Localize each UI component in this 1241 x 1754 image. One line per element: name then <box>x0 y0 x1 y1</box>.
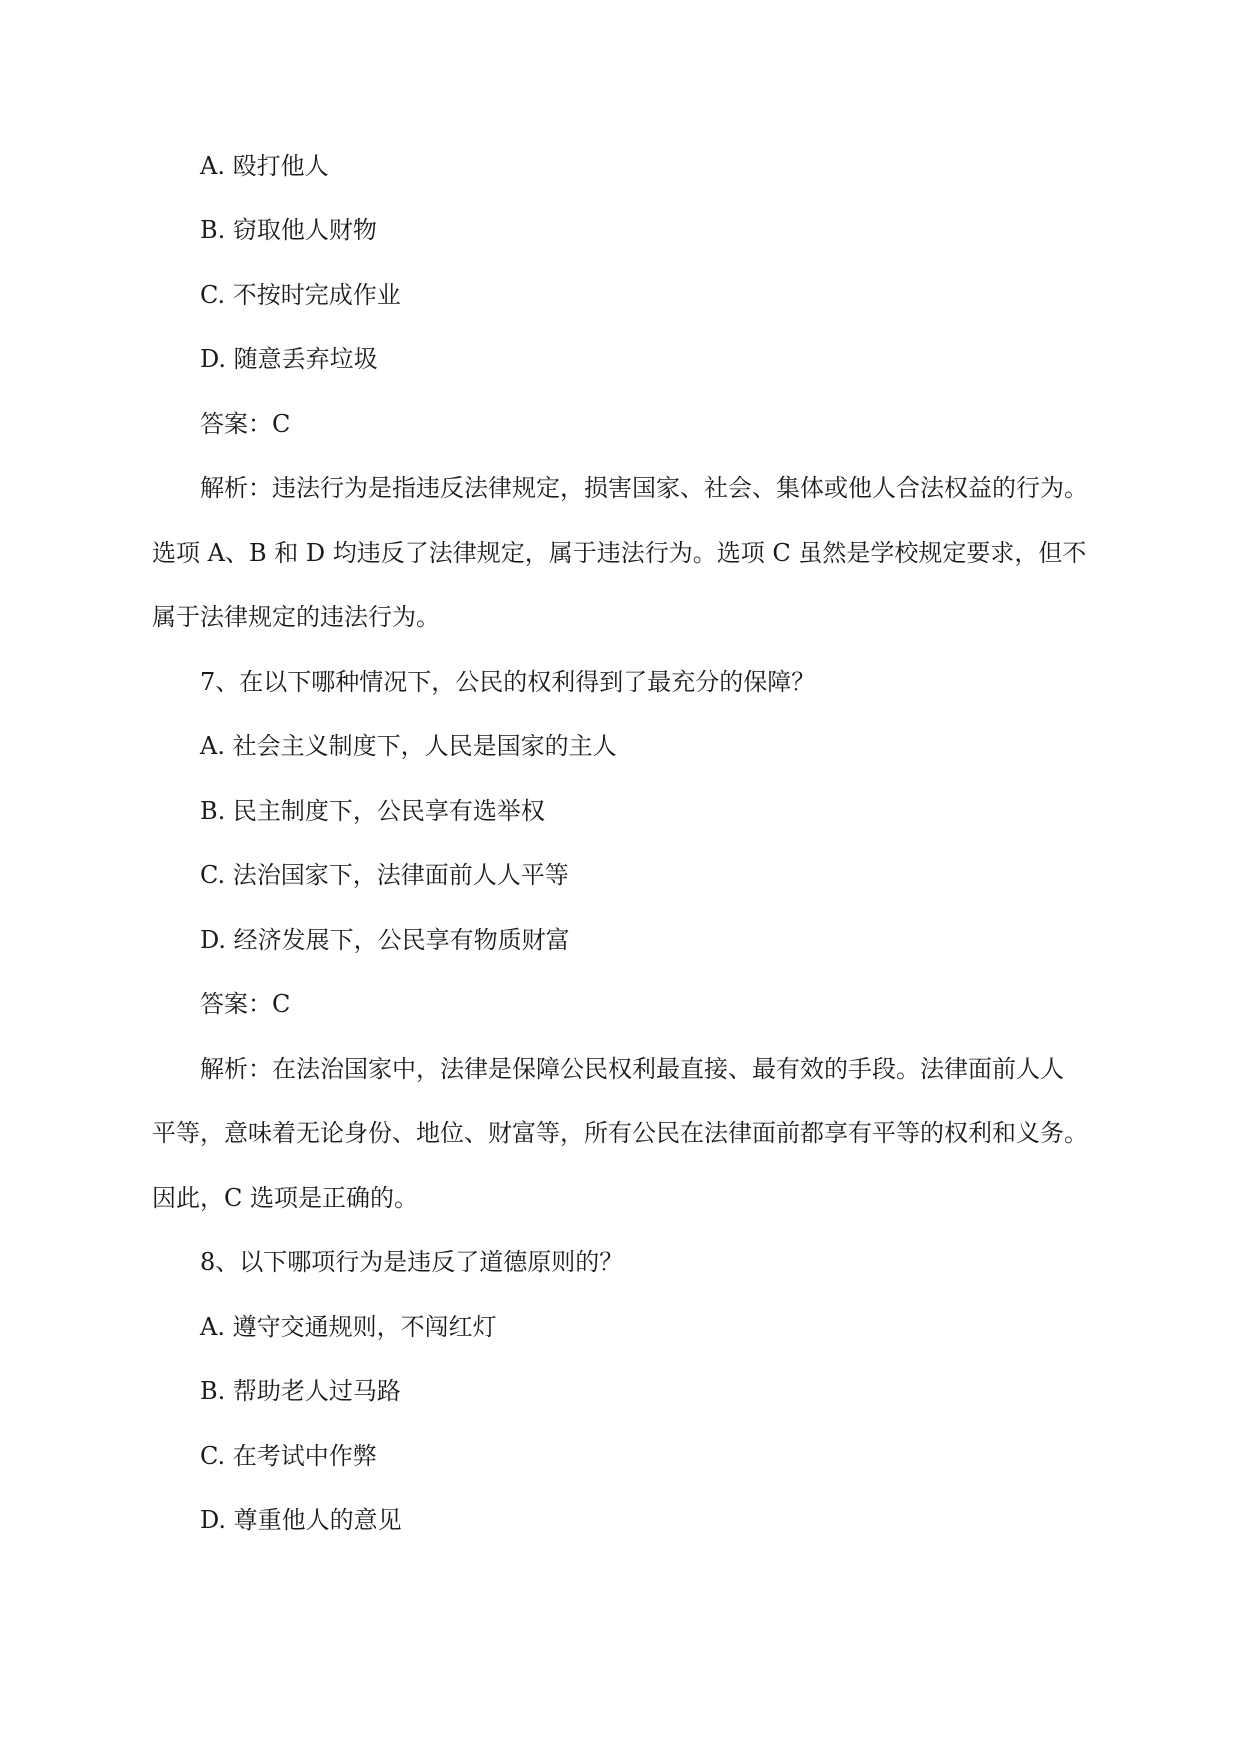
analysis-line: 因此，C 选项是正确的。 <box>152 1184 418 1212</box>
option-a: A. 社会主义制度下，人民是国家的主人 <box>200 732 617 760</box>
analysis-line: 选项 A、B 和 D 均违反了法律规定，属于违法行为。选项 C 虽然是学校规定要求，但不 <box>152 539 1087 567</box>
analysis-line: 属于法律规定的违法行为。 <box>152 603 440 631</box>
analysis-line: 平等，意味着无论身份、地位、财富等，所有公民在法律面前都享有平等的权利和义务。 <box>152 1119 1088 1147</box>
analysis-line: 解析：在法治国家中，法律是保障公民权利最直接、最有效的手段。法律面前人人 <box>200 1055 1064 1083</box>
option-a: A. 遵守交通规则，不闯红灯 <box>200 1313 497 1341</box>
option-a: A. 殴打他人 <box>200 152 329 180</box>
option-b: B. 帮助老人过马路 <box>200 1377 401 1405</box>
option-b: B. 民主制度下，公民享有选举权 <box>200 797 545 825</box>
option-c: C. 不按时完成作业 <box>200 281 401 309</box>
option-b: B. 窃取他人财物 <box>200 216 377 244</box>
question-7: 7、在以下哪种情况下，公民的权利得到了最充分的保障？ <box>200 668 816 696</box>
option-d: D. 随意丢弃垃圾 <box>200 345 378 373</box>
answer: 答案：C <box>200 990 291 1018</box>
option-c: C. 在考试中作弊 <box>200 1442 377 1470</box>
option-d: D. 经济发展下，公民享有物质财富 <box>200 926 570 954</box>
option-d: D. 尊重他人的意见 <box>200 1506 402 1534</box>
analysis-line: 解析：违法行为是指违反法律规定，损害国家、社会、集体或他人合法权益的行为。 <box>200 474 1088 502</box>
question-8: 8、以下哪项行为是违反了道德原则的？ <box>200 1248 624 1276</box>
answer: 答案：C <box>200 410 291 438</box>
option-c: C. 法治国家下，法律面前人人平等 <box>200 861 569 889</box>
